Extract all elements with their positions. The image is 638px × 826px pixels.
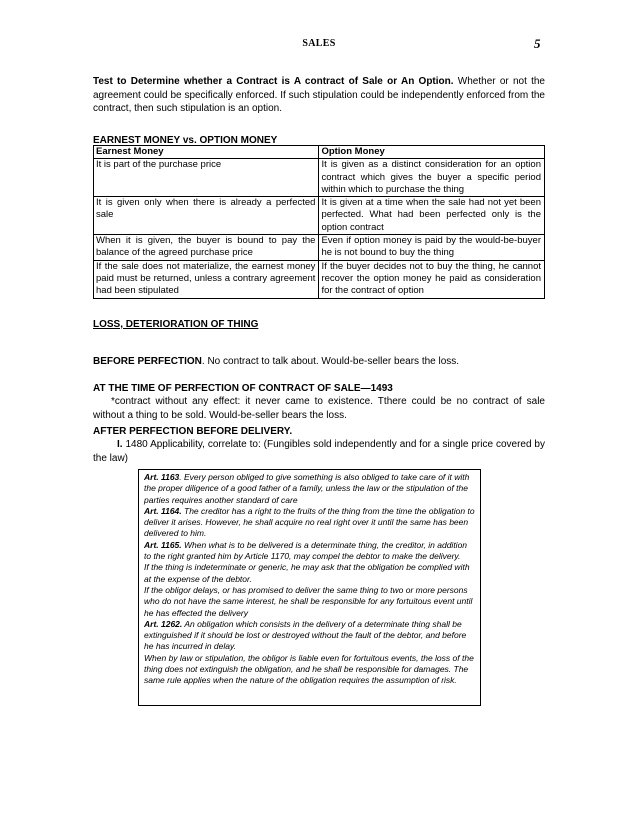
test-body: Whether or not the agreement could be specifically enforced. If such stipulation could be independently enforced from the contract, then such stipulation is an option. bbox=[93, 76, 545, 114]
after-item bbox=[93, 438, 545, 465]
test-heading: Test to Determine whether a Contract is A contract of Sale or An Option. bbox=[93, 76, 454, 87]
after-item-number: I. bbox=[117, 439, 123, 450]
before-body: . No contract to talk about. Would-be-seller bears the loss. bbox=[201, 356, 460, 367]
loss-heading: LOSS, DETERIORATION OF THING bbox=[93, 319, 259, 330]
obligor-delays-paragraph: If the obligor delays, or has promised to deliver the same thing to two or more persons who do not have the same interest, he shall be responsible for any fortuitous event until he has effected the delivery bbox=[144, 584, 473, 618]
table-cell: Even if option money is paid by the would-be-buyer he is not bound to buy the thing bbox=[319, 235, 545, 261]
indeterminate-paragraph: If the thing is indeterminate or generic, he may ask that the obligation be complied with at the expense of the debtor. bbox=[144, 562, 470, 584]
table-row bbox=[94, 197, 545, 235]
table-cell: It is given at a time when the sale had not yet been perfected. What had been perfected only is the option contract bbox=[319, 197, 545, 235]
at-time-body: *contract without any effect: it never came to existence. Tthere could be no contract of sale without a thing to be sold. Would-be-seller bears the loss. bbox=[93, 396, 545, 421]
running-head: SALES bbox=[302, 38, 336, 49]
art-1164-label: Art. 1164. bbox=[144, 505, 182, 516]
art-1165 bbox=[144, 540, 475, 563]
table-header-cell: Option Money bbox=[319, 146, 545, 159]
art-1163-label: Art. 1163 bbox=[144, 472, 180, 482]
table-cell: If the buyer decides not to buy the thing, he cannot recover the option money he paid as consideration for the contract of option bbox=[319, 260, 545, 298]
before-perfection-paragraph bbox=[93, 355, 545, 369]
table-cell: It is given only when there is already a perfected sale bbox=[94, 197, 319, 235]
table-cell: It is given as a distinct consideration for an option contract which gives the buyer a specific period within which to purchase the thing bbox=[319, 159, 545, 197]
before-heading: BEFORE PERFECTION bbox=[93, 356, 202, 367]
table-caption: EARNEST MONEY vs. OPTION MONEY bbox=[93, 135, 278, 146]
art-1262-label: Art. 1262. bbox=[144, 618, 183, 629]
test-paragraph bbox=[93, 75, 545, 116]
table-row bbox=[94, 235, 545, 261]
art-1163-text: . Every person obliged to give something is also obliged to take care of it with the proper diligence of a good father of a family, unless the law or the stipulation of the parties requires another standard of care bbox=[144, 472, 470, 505]
table-row bbox=[94, 159, 545, 197]
art-1262-text: An obligation which consists in the delivery of a determinate thing shall be extinguished if it should be lost or destroyed without the fault of the debtor, and before he has incurred in delay. bbox=[144, 618, 467, 652]
table-header-row bbox=[94, 146, 545, 159]
page-number: 5 bbox=[534, 36, 541, 51]
art-1165-label: Art. 1165. bbox=[144, 539, 182, 550]
table-header-cell: Earnest Money bbox=[94, 146, 319, 159]
art-1163 bbox=[144, 472, 475, 506]
fortuitous-events-paragraph: When by law or stipulation, the obligor is liable even for fortuitous events, the loss of the thing does not extinguish the obligation, and he shall be responsible for damages. The same rule applies when the nature of the obligation requires the assumption of risk. bbox=[144, 652, 474, 686]
table-row bbox=[94, 260, 545, 298]
table-cell: It is part of the purchase price bbox=[94, 159, 319, 197]
table-cell: If the sale does not materialize, the earnest money paid must be returned, unless a contrary agreement had been stipulated bbox=[94, 260, 319, 298]
comparison-table bbox=[93, 145, 545, 299]
at-time-heading: AT THE TIME OF PERFECTION OF CONTRACT OF SALE—1493 bbox=[93, 383, 393, 394]
table-cell: When it is given, the buyer is bound to pay the balance of the agreed purchase price bbox=[94, 235, 319, 261]
art-1262 bbox=[144, 619, 475, 653]
art-1164 bbox=[144, 506, 475, 540]
after-heading: AFTER PERFECTION BEFORE DELIVERY. bbox=[93, 426, 293, 437]
after-item-body: 1480 Applicability, correlate to: (Fungibles sold independently and for a single price covered by the law) bbox=[93, 439, 545, 464]
civil-code-excerpt-box bbox=[138, 469, 481, 706]
art-1165-text: When what is to be delivered is a determinate thing, the creditor, in addition to the right granted him by Article 1170, may compel the debtor to make the delivery. bbox=[144, 539, 468, 562]
art-1164-text: The creditor has a right to the fruits of the thing from the time the obligation to deliver it arises. However, he shall acquire no real right over it until the same has been delivered to him. bbox=[144, 505, 475, 539]
